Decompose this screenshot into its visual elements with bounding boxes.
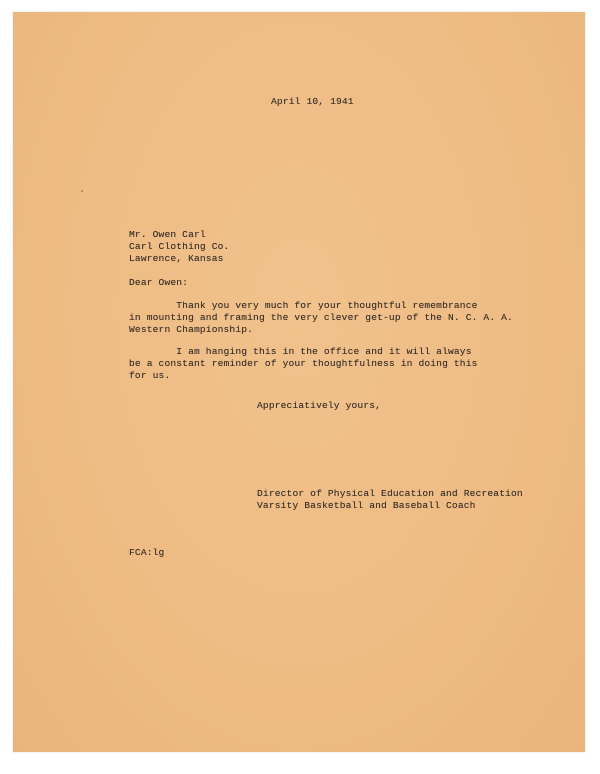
body-paragraph-2-line-2: be a constant reminder of your thoughtfulness in doing this — [129, 358, 478, 369]
body-paragraph-2-line-1: I am hanging this in the office and it will always — [129, 346, 472, 357]
body-paragraph-1-line-2: in mounting and framing the very clever get-up of the N. C. A. A. — [129, 312, 513, 323]
recipient-company: Carl Clothing Co. — [129, 241, 230, 252]
signature-title-line-2: Varsity Basketball and Baseball Coach — [257, 500, 476, 511]
signature-title-line-1: Director of Physical Education and Recreation — [257, 488, 523, 499]
body-paragraph-1-line-1: Thank you very much for your thoughtful remembrance — [129, 300, 478, 311]
reference-initials: FCA:lg — [129, 547, 165, 558]
letter-page — [13, 12, 585, 752]
salutation: Dear Owen: — [129, 277, 189, 288]
body-paragraph-2-line-3: for us. — [129, 370, 171, 381]
paper-speck — [81, 190, 83, 192]
letter-date: April 10, 1941 — [271, 96, 354, 107]
closing: Appreciatively yours, — [257, 400, 382, 411]
body-paragraph-1-line-3: Western Championship. — [129, 324, 254, 335]
recipient-city: Lawrence, Kansas — [129, 253, 224, 264]
recipient-name: Mr. Owen Carl — [129, 229, 206, 240]
